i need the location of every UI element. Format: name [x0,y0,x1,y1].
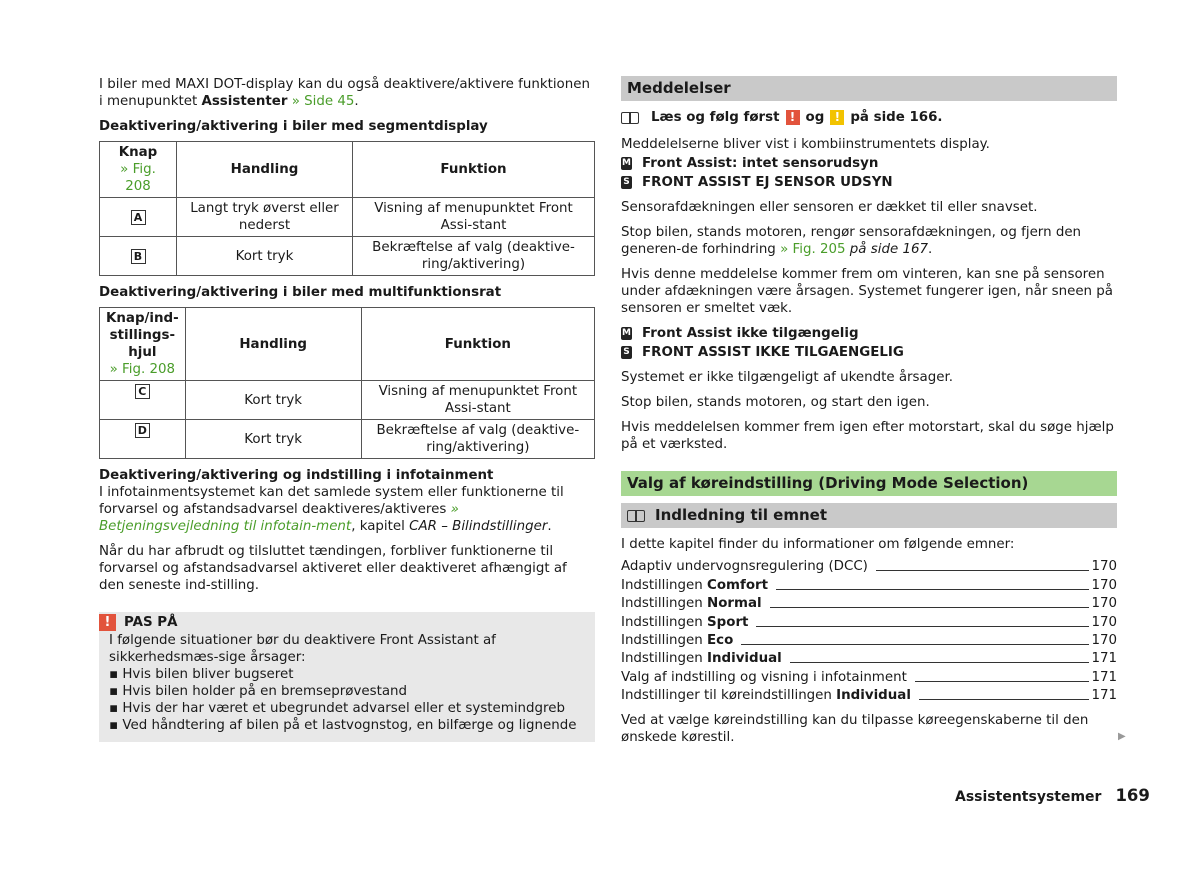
toc-entry[interactable] [621,612,1117,630]
table2-header-action: Handling [185,308,361,381]
toc-label: Indstillingen [621,614,708,630]
messages-intro: Meddelelserne bliver vist i kombiinstrumentets display. [621,137,990,152]
toc-page: 171 [1091,651,1117,667]
table1-header-button-label: Knap [118,145,158,160]
page-footer [955,787,1150,806]
message-text: FRONT ASSIST EJ SENSOR UDSYN [642,175,893,190]
caution-header [99,612,585,632]
list-item-text: Hvis bilen holder på en bremseprøvestand [122,684,408,699]
caution-title: PAS PÅ [124,614,178,630]
toc-page: 170 [1091,596,1117,612]
toc-entry[interactable] [621,575,1117,593]
section-heading-meddelelser: Meddelelser [621,76,1117,101]
fig-208-link[interactable]: » Fig. 208 [120,162,156,194]
exclamation-icon: ! [786,110,800,125]
table1-header-action: Handling [177,142,353,198]
toc-leader [790,662,1089,663]
toc-page: 170 [1091,614,1117,630]
toc-leader [876,570,1089,571]
read-first-text: Læs og følg først [651,110,780,125]
toc-label: Indstillinger til køreindstillingen [621,688,837,704]
toc-page: 171 [1091,669,1117,685]
section-heading-intro-text: Indledning til emnet [655,506,828,524]
book-icon [627,510,645,522]
toc-entry[interactable] [621,649,1117,667]
read-page-ref: på side 166. [850,110,943,125]
paragraph-end: . [928,242,933,257]
table1-header-button [100,142,177,198]
toc-leader [756,626,1089,627]
section-heading-intro [621,503,1117,528]
toc-label-bold: Sport [707,614,749,630]
multi-table [99,307,595,459]
side-45-link[interactable]: » Side 45 [287,94,355,109]
message-maxidot-2 [621,325,1117,342]
exclamation-icon: ! [99,614,116,631]
table-cell-function: Visning af menupunktet Front Assi-stant [353,198,595,237]
info-paragraph [99,484,595,535]
table-row [100,198,595,237]
list-item: ▪ Hvis bilen bliver bugseret [109,667,294,682]
list-item: ▪ Hvis der har været et ubegrundet advarsel eller et systemindgreb [109,701,565,716]
table-cell-action: Langt tryk øverst eller nederst [177,198,353,237]
table2-header-button [100,308,186,381]
toc-label: Indstillingen [621,577,708,593]
topics-intro: I dette kapitel finder du informationer om følgende emner: [621,537,1015,552]
m-icon: M [622,328,631,338]
table-row [100,381,595,420]
toc-leader [915,681,1089,682]
message-text: FRONT ASSIST IKKE TILGAENGELIG [642,345,904,360]
table2-header-function: Funktion [361,308,594,381]
caution-list [109,666,585,734]
toc-entry[interactable] [621,686,1117,704]
intro-paragraph [99,76,595,110]
book-icon [621,112,639,124]
table2-header-button-label: Knap/ind-stillings-hjul [106,311,179,360]
paragraph: Hvis denne meddelelse kommer frem om vinteren, kan sne på sensoren under afdækningen være årsagen. Systemet fungerer igen, når sneen på sensoren er smeltet væk. [621,267,1114,316]
table-of-contents [621,557,1117,704]
key-c-icon: C [135,384,150,399]
list-item: ▪ Ved håndtering af bilen på et lastvognstog, en bilfærge og lignende [109,718,577,733]
list-item-text: Hvis bilen bliver bugseret [122,667,294,682]
key-a-icon: A [131,210,146,225]
segment-table [99,141,595,276]
ignition-paragraph: Når du har afbrudt og tilsluttet tændingen, forbliver funktionerne til forvarsel og afstandsadvarsel aktiveret eller deaktiveret afhængigt af den seneste ind-stilling. [99,544,567,593]
message-text: Front Assist ikke tilgængelig [642,326,859,341]
toc-label: Indstillingen [621,596,708,612]
left-column [99,76,595,742]
info-heading: Deaktivering/aktivering og indstilling i infotainment [99,468,494,483]
info-text-b: , kapitel [351,519,410,534]
caution-intro: I følgende situationer bør du deaktivere Front Assistant af sikkerhedsmæs-sige årsager: [109,633,496,665]
read-and: og [805,110,825,125]
page-number: 169 [1115,786,1150,805]
section-heading-driving-mode: Valg af køreindstilling (Driving Mode Selection) [621,471,1117,496]
toc-page: 171 [1091,688,1117,704]
toc-entry[interactable] [621,631,1117,649]
table-row [100,420,595,459]
multi-heading: Deaktivering/aktivering i biler med multifunktionsrat [99,285,502,300]
paragraph: Sensorafdækningen eller sensoren er dækket til eller snavset. [621,200,1038,215]
message-text: Front Assist: intet sensorudsyn [642,156,879,171]
list-item-text: Ved håndtering af bilen på et lastvognstog, en bilfærge og lignende [122,718,577,733]
m-icon: M [622,158,631,168]
paragraph: Ved at vælge køreindstilling kan du tilpasse køreegenskaberne til den ønskede kørestil. [621,713,1089,746]
toc-label-bold: Eco [707,632,734,648]
toc-entry[interactable] [621,667,1117,685]
key-d-icon: D [135,423,150,438]
list-item-text: Hvis der har været et ubegrundet advarsel eller et systemindgreb [122,701,565,716]
info-chapter: CAR – Bilindstillinger [409,519,548,534]
intro-text: I biler med MAXI DOT-display kan du også deaktivere/aktivere funktionen i menupunktet [99,77,590,109]
toc-label-bold: Individual [836,688,911,704]
paragraph [621,224,1117,258]
table-cell-function: Bekræftelse af valg (deaktive-ring/aktivering) [353,237,595,276]
page-ref: på side 167 [845,242,929,257]
paragraph-text: Stop bilen, stands motoren, rengør sensorafdækningen, og fjern den generen-de forhindring [621,225,1082,257]
toc-label: Valg af indstilling og visning i infotainment [621,669,907,685]
toc-label: Adaptiv undervognsregulering (DCC) [621,559,868,575]
read-first-line [621,109,1117,126]
info-text: I infotainmentsystemet kan det samlede system eller funktionerne til forvarsel og afstandsadvarsel deaktiveres/aktiveres [99,485,564,517]
intro-menu-item: Assistenter [201,94,288,109]
s-icon: S [621,176,632,189]
toc-leader [919,699,1089,700]
toc-page: 170 [1091,577,1117,593]
message-maxidot-1 [621,155,1117,172]
triangle-right-icon: ▶ [1118,731,1126,742]
fig-208-link[interactable]: » Fig. 208 [109,362,176,377]
table-cell-function: Bekræftelse af valg (deaktive-ring/aktivering) [361,420,594,459]
toc-label-bold: Normal [707,596,762,612]
message-segment-1 [621,174,1117,191]
toc-label-bold: Comfort [707,577,769,593]
right-column [621,76,1117,754]
segment-heading: Deaktivering/aktivering i biler med segmentdisplay [99,119,488,134]
infotainment-manual-link[interactable]: » Betjeningsvejledning til infotain-ment [99,502,459,534]
toc-leader [741,644,1089,645]
table-cell-action: Kort tryk [185,420,361,459]
toc-entry[interactable] [621,557,1117,575]
toc-entry[interactable] [621,594,1117,612]
toc-leader [776,589,1089,590]
toc-page: 170 [1091,632,1117,648]
table1-header-function: Funktion [353,142,595,198]
paragraph: Systemet er ikke tilgængeligt af ukendte årsager. [621,370,954,385]
footer-section: Assistentsystemer [955,789,1102,805]
exclamation-icon: ! [830,110,844,125]
toc-leader [770,607,1089,608]
paragraph: Hvis meddelelsen kommer frem igen efter motorstart, skal du søge hjælp på et værksted. [621,420,1114,452]
s-icon: S [621,346,632,359]
paragraph: Stop bilen, stands motoren, og start den igen. [621,395,930,410]
toc-label: Indstillingen [621,651,708,667]
table-cell-function: Visning af menupunktet Front Assi-stant [361,381,594,420]
toc-page: 170 [1091,559,1117,575]
table-cell-action: Kort tryk [185,381,361,420]
list-item: ▪ Hvis bilen holder på en bremseprøvestand [109,684,408,699]
message-segment-2 [621,344,1117,361]
caution-box [99,612,595,742]
fig-205-link[interactable]: » Fig. 205 [780,242,846,257]
toc-label-bold: Individual [707,651,782,667]
table-row [100,237,595,276]
key-b-icon: B [131,249,146,264]
toc-label: Indstillingen [621,632,708,648]
intro-end: . [354,94,359,109]
table-cell-action: Kort tryk [177,237,353,276]
info-end: . [547,519,552,534]
